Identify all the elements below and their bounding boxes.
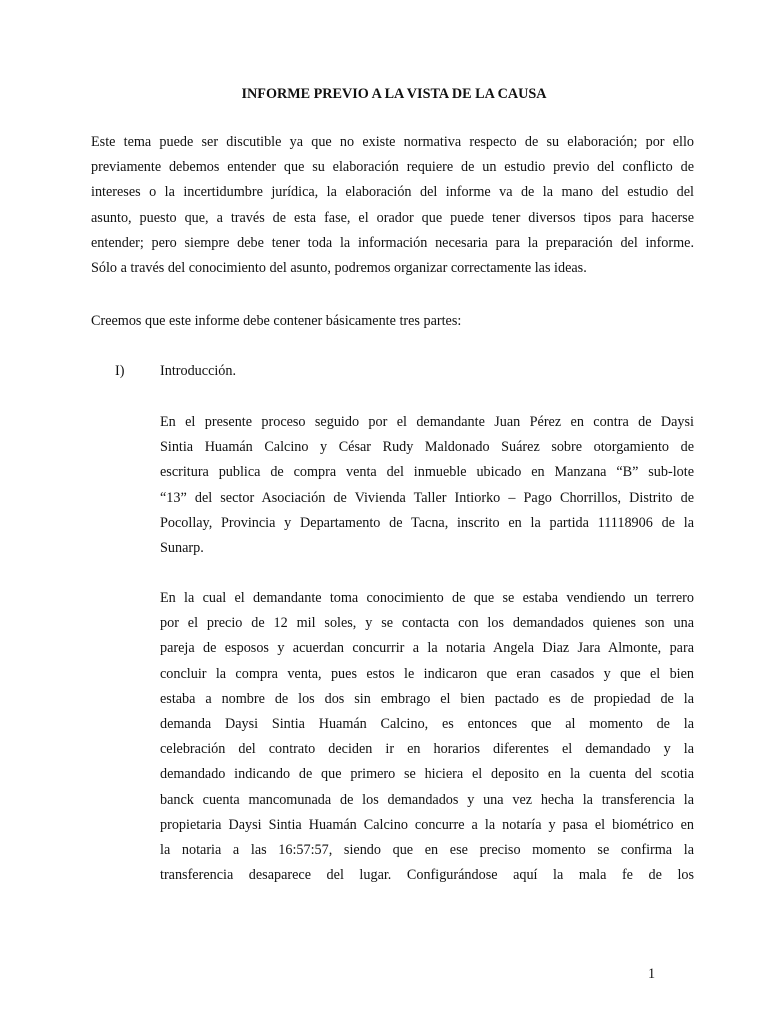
section-line: celebración del contrato deciden ir en horarios diferentes el demandado y la (160, 741, 694, 758)
parts-line: Creemos que este informe debe contener básicamente tres partes: (91, 313, 462, 329)
section-paragraph-1 (160, 410, 694, 561)
section-line: Pocollay, Provincia y Departamento de Tacna, inscrito en la partida 11118906 de la (160, 514, 694, 531)
section-line: En la cual el demandante toma conocimiento de que se estaba vendiendo un terrero (160, 590, 694, 606)
section-line: concluir la compra venta, pues estos le indicaron que eran casados y que el bien (160, 665, 694, 682)
intro-line: previamente debemos entender que su elaboración requiere de un estudio previo del conflicto de (91, 159, 694, 176)
section-line: “13” del sector Asociación de Vivienda Taller Intiorko – Pago Chorrillos, Distrito de (160, 489, 694, 506)
page-number: 1 (648, 966, 656, 982)
section-line: Sintia Huamán Calcino y César Rudy Maldonado Suárez sobre otorgamiento de (160, 439, 694, 456)
section-line: pareja de esposos y acuerdan concurrir a la notaria Angela Diaz Jara Almonte, para (160, 640, 694, 657)
section-line: transferencia desaparece del lugar. Configurándose aquí la mala fe de los (160, 867, 694, 884)
section-line: banck cuenta mancomunada de los demandados y una vez hecha la transferencia la (160, 791, 694, 808)
document-title: INFORME PREVIO A LA VISTA DE LA CAUSA (241, 86, 547, 102)
intro-paragraph (91, 130, 694, 281)
section-line: propietaria Daysi Sintia Huamán Calcino concurre a la notaría y pasa el biométrico en (160, 816, 694, 833)
section-line: escritura publica de compra venta del inmueble ubicado en Manzana “B” sub-lote (160, 464, 694, 481)
intro-line: entender; pero siempre debe tener toda la información necesaria para la preparación del informe. (91, 234, 694, 251)
section-line: por el precio de 12 mil soles, y se contacta con los demandados quienes son una (160, 615, 694, 632)
section-line: la notaria a las 16:57:57, siendo que en ese preciso momento se confirma la (160, 842, 694, 859)
intro-line: Este tema puede ser discutible ya que no existe normativa respecto de su elaboración; por ello (91, 134, 694, 150)
section-line: En el presente proceso seguido por el demandante Juan Pérez en contra de Daysi (160, 414, 694, 430)
section-line: estaba a nombre de los dos sin embrago el bien pactado es de propiedad de la (160, 690, 694, 707)
section-line: demandado indicando de que primero se hiciera el deposito en la cuenta del scotia (160, 766, 694, 783)
section-line: Sunarp. (160, 540, 204, 557)
section-title: Introducción. (160, 363, 237, 379)
intro-line: intereses o la incertidumbre jurídica, la elaboración del informe va de la mano del estudio del (91, 184, 694, 201)
section-line: demanda Daysi Sintia Huamán Calcino, es entonces que al momento de la (160, 716, 694, 733)
intro-line: Sólo a través del conocimiento del asunto, podremos organizar correctamente las ideas. (91, 260, 587, 277)
section-paragraph-2 (160, 586, 694, 888)
parts-sentence (91, 309, 694, 334)
intro-line: asunto, puesto que, a través de esta fase, el orador que puede tener diversos tipos para hacerse (91, 209, 694, 226)
section-number: I) (115, 363, 125, 379)
